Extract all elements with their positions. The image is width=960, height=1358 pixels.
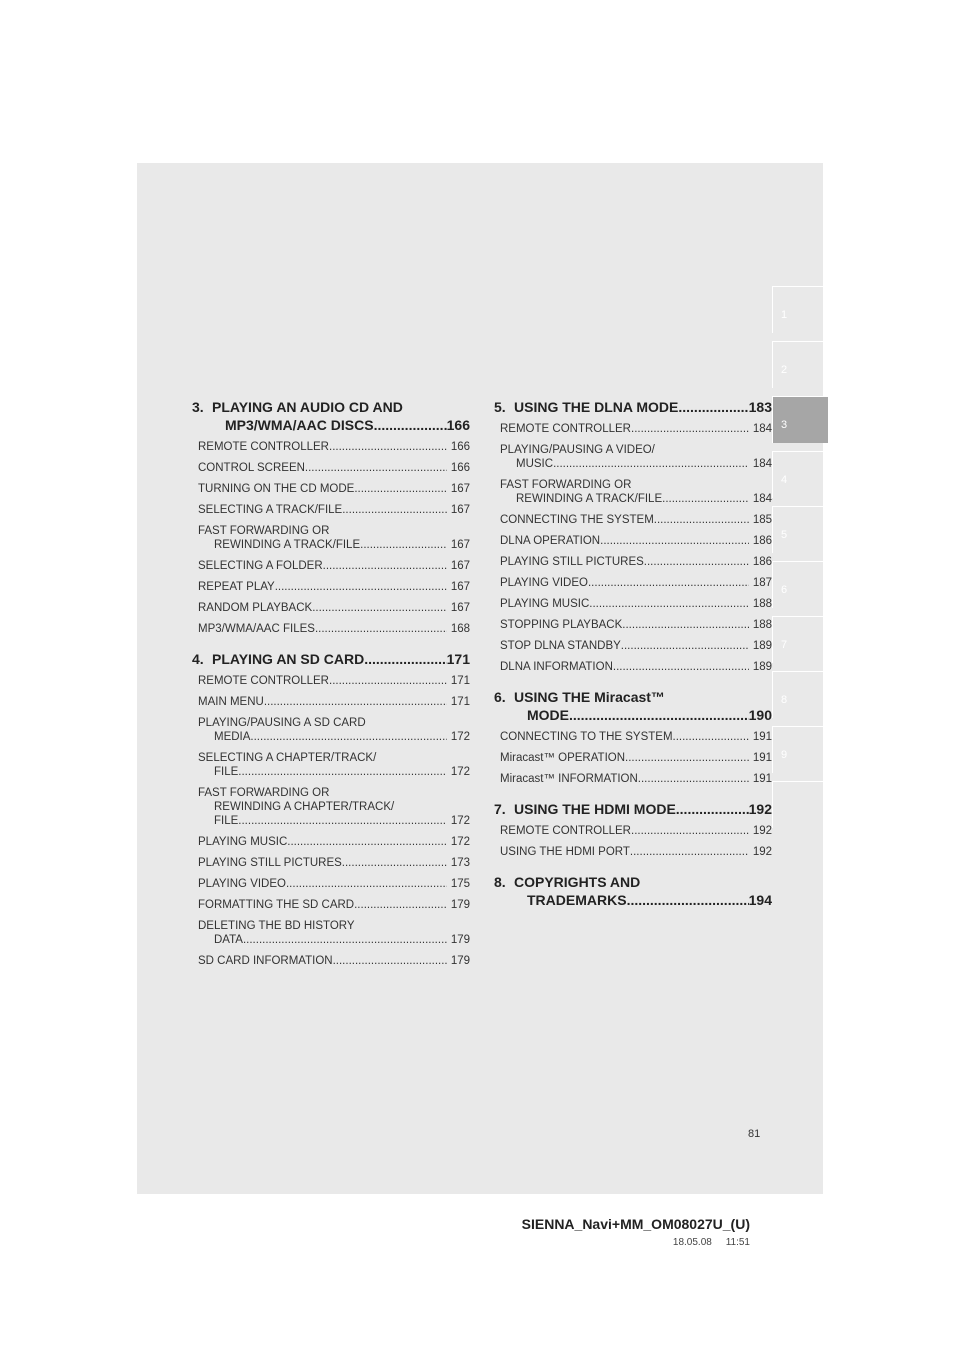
chapter-tab-2[interactable] xyxy=(772,341,823,388)
toc-item[interactable] xyxy=(494,824,772,838)
dot-leader xyxy=(678,398,748,416)
toc-item-label: STOP DLNA STANDBY xyxy=(500,640,621,652)
section-title[interactable] xyxy=(494,873,772,909)
dot-leader xyxy=(329,674,447,688)
toc-item[interactable] xyxy=(192,919,470,947)
toc-item-label: REWINDING A TRACK/FILE xyxy=(214,539,361,551)
toc-item-list xyxy=(192,440,470,636)
toc-item-page: 166 xyxy=(450,462,470,474)
section-title-line1: COPYRIGHTS AND xyxy=(514,874,641,890)
dot-leader xyxy=(329,440,447,454)
toc-item-label: PLAYING VIDEO xyxy=(198,878,286,890)
toc-item-label: SELECTING A TRACK/FILE xyxy=(198,504,343,516)
toc-item-page: 167 xyxy=(450,539,470,551)
toc-item-label: MP3/WMA/AAC FILES xyxy=(198,623,315,635)
section-number: 7. xyxy=(494,801,506,817)
toc-item[interactable] xyxy=(192,674,470,688)
dot-leader xyxy=(662,492,749,506)
toc-item-page: 188 xyxy=(752,619,772,631)
dot-leader xyxy=(323,559,447,573)
dot-leader xyxy=(631,422,749,436)
dot-leader xyxy=(312,601,447,615)
toc-item-page: 191 xyxy=(752,731,772,743)
toc-item-page: 189 xyxy=(752,661,772,673)
dot-leader xyxy=(631,824,749,838)
dot-leader xyxy=(588,576,749,590)
chapter-tab-6[interactable] xyxy=(772,561,823,608)
toc-item-page: 189 xyxy=(752,640,772,652)
toc-item[interactable] xyxy=(494,478,772,506)
toc-item[interactable] xyxy=(494,639,772,653)
toc-item-list xyxy=(494,824,772,859)
chapter-tab-label: 5 xyxy=(781,529,788,541)
toc-item-label: TURNING ON THE CD MODE xyxy=(198,483,355,495)
toc-item-label: PLAYING VIDEO xyxy=(500,577,588,589)
dot-leader xyxy=(354,482,446,496)
toc-item[interactable] xyxy=(494,660,772,674)
chapter-tab-label: 1 xyxy=(781,309,788,321)
section-number: 8. xyxy=(494,874,506,890)
dot-leader xyxy=(264,695,447,709)
toc-item[interactable] xyxy=(494,772,772,786)
section-title-line2: TRADEMARKS xyxy=(527,892,627,908)
toc-item-page: 179 xyxy=(450,899,470,911)
dot-leader xyxy=(238,765,447,779)
toc-item-label: FILE xyxy=(214,815,239,827)
dot-leader xyxy=(569,706,749,724)
dot-leader xyxy=(364,650,446,668)
toc-item-page: 168 xyxy=(450,623,470,635)
dot-leader xyxy=(673,730,749,744)
toc-item-page: 172 xyxy=(450,766,470,778)
section-title-line1: PLAYING AN SD CARD xyxy=(212,651,365,667)
chapter-tab-8[interactable] xyxy=(772,671,823,718)
toc-item[interactable] xyxy=(494,513,772,527)
toc-item[interactable] xyxy=(192,877,470,891)
toc-item-label: PLAYING/PAUSING A SD CARD xyxy=(198,717,366,729)
toc-item-label: MUSIC xyxy=(516,458,554,470)
toc-item-page: 186 xyxy=(752,556,772,568)
toc-item-page: 167 xyxy=(450,504,470,516)
section-title-line2: MODE xyxy=(527,707,569,723)
toc-item[interactable] xyxy=(192,461,470,475)
dot-leader xyxy=(654,513,749,527)
toc-item-label: REWINDING A CHAPTER/TRACK/ xyxy=(214,801,395,813)
dot-leader xyxy=(333,954,447,968)
toc-item[interactable] xyxy=(192,954,470,968)
dot-leader xyxy=(622,618,749,632)
toc-section xyxy=(494,873,772,909)
toc-item-label: Miracast™ INFORMATION xyxy=(500,773,638,785)
toc-column-left xyxy=(192,398,470,982)
chapter-tab-label: 7 xyxy=(781,639,788,651)
toc-item-page: 185 xyxy=(752,514,772,526)
toc-section xyxy=(494,800,772,859)
dot-leader xyxy=(644,555,749,569)
dot-leader xyxy=(630,845,749,859)
section-page: 166 xyxy=(446,417,470,433)
chapter-tab-label: 9 xyxy=(781,749,788,761)
toc-item-page: 188 xyxy=(752,598,772,610)
toc-item-page: 167 xyxy=(450,483,470,495)
toc-item-page: 167 xyxy=(450,560,470,572)
dot-leader xyxy=(360,538,447,552)
chapter-tab-7[interactable] xyxy=(772,616,823,663)
chapter-tab-1[interactable] xyxy=(772,286,823,333)
toc-item[interactable] xyxy=(494,534,772,548)
toc-item-page: 172 xyxy=(450,815,470,827)
toc-item[interactable] xyxy=(192,482,470,496)
toc-item-page: 191 xyxy=(752,773,772,785)
toc-item-label: STOPPING PLAYBACK xyxy=(500,619,623,631)
toc-item-page: 184 xyxy=(752,458,772,470)
dot-leader xyxy=(627,891,749,909)
toc-item-page: 184 xyxy=(752,493,772,505)
dot-leader xyxy=(315,622,447,636)
toc-section xyxy=(192,398,470,636)
dot-leader xyxy=(638,772,749,786)
section-number: 5. xyxy=(494,399,506,415)
toc-item-label: REWINDING A TRACK/FILE xyxy=(516,493,663,505)
section-title[interactable] xyxy=(192,650,470,668)
toc-item[interactable] xyxy=(192,559,470,573)
toc-item-label: REMOTE CONTROLLER xyxy=(198,441,329,453)
toc-item-page: 167 xyxy=(450,581,470,593)
toc-column-right xyxy=(494,398,772,923)
toc-item-page: 186 xyxy=(752,535,772,547)
toc-item[interactable] xyxy=(494,845,772,859)
section-page: 183 xyxy=(748,399,772,415)
section-title-line1: USING THE HDMI MODE xyxy=(514,801,676,817)
chapter-tab-3[interactable] xyxy=(772,396,828,443)
toc-item-page: 175 xyxy=(450,878,470,890)
dot-leader xyxy=(553,457,749,471)
toc-item-page: 173 xyxy=(450,857,470,869)
dot-leader xyxy=(600,534,749,548)
toc-item-label: PLAYING STILL PICTURES xyxy=(198,857,342,869)
toc-item[interactable] xyxy=(192,524,470,552)
toc-section xyxy=(494,688,772,786)
toc-item-page: 172 xyxy=(450,836,470,848)
section-page: 192 xyxy=(748,801,772,817)
dot-leader xyxy=(275,580,447,594)
toc-item-label: DLNA INFORMATION xyxy=(500,661,613,673)
toc-item[interactable] xyxy=(494,422,772,436)
toc-item-label: SELECTING A CHAPTER/TRACK/ xyxy=(198,752,377,764)
toc-item-label: PLAYING MUSIC xyxy=(500,598,590,610)
dot-leader xyxy=(374,416,447,434)
section-page: 171 xyxy=(446,651,470,667)
toc-item-page: 167 xyxy=(450,602,470,614)
toc-item-list xyxy=(494,730,772,786)
toc-item[interactable] xyxy=(192,695,470,709)
toc-item-page: 184 xyxy=(752,423,772,435)
toc-item[interactable] xyxy=(192,716,470,744)
section-title[interactable] xyxy=(494,398,772,416)
chapter-tab-label: 3 xyxy=(781,419,788,431)
toc-item-label: DATA xyxy=(214,934,243,946)
section-number: 4. xyxy=(192,651,204,667)
toc-item[interactable] xyxy=(494,443,772,471)
toc-item[interactable] xyxy=(192,751,470,779)
toc-item[interactable] xyxy=(192,622,470,636)
section-number: 6. xyxy=(494,689,506,705)
dot-leader xyxy=(238,814,447,828)
section-number: 3. xyxy=(192,399,204,415)
toc-item[interactable] xyxy=(192,440,470,454)
toc-item-label: FORMATTING THE SD CARD xyxy=(198,899,355,911)
toc-item[interactable] xyxy=(494,730,772,744)
dot-leader xyxy=(342,856,447,870)
toc-item[interactable] xyxy=(192,898,470,912)
toc-item[interactable] xyxy=(494,597,772,611)
toc-item-label: CONNECTING TO THE SYSTEM xyxy=(500,731,673,743)
toc-item-label: CONNECTING THE SYSTEM xyxy=(500,514,654,526)
toc-item-page: 187 xyxy=(752,577,772,589)
toc-item-page: 166 xyxy=(450,441,470,453)
dot-leader xyxy=(243,933,447,947)
toc-item[interactable] xyxy=(192,786,470,828)
dot-leader xyxy=(250,730,446,744)
toc-item-label: FAST FORWARDING OR xyxy=(500,479,632,491)
toc-item-page: 192 xyxy=(752,846,772,858)
toc-item-label: PLAYING MUSIC xyxy=(198,836,288,848)
dot-leader xyxy=(286,877,447,891)
toc-item-label: FILE xyxy=(214,766,239,778)
toc-item-label: DELETING THE BD HISTORY xyxy=(198,920,355,932)
toc-item-label: RANDOM PLAYBACK xyxy=(198,602,313,614)
toc-item-label: DLNA OPERATION xyxy=(500,535,601,547)
toc-item-list xyxy=(494,422,772,674)
toc-item-page: 191 xyxy=(752,752,772,764)
toc-item-label: REMOTE CONTROLLER xyxy=(198,675,329,687)
dot-leader xyxy=(625,751,749,765)
section-title-line1: USING THE DLNA MODE xyxy=(514,399,679,415)
dot-leader xyxy=(613,660,749,674)
chapter-tab-label: 4 xyxy=(781,474,788,486)
section-page: 190 xyxy=(748,707,772,723)
toc-item-page: 179 xyxy=(450,934,470,946)
toc-item[interactable] xyxy=(494,618,772,632)
toc-item-list xyxy=(192,674,470,968)
toc-item[interactable] xyxy=(494,751,772,765)
section-title[interactable] xyxy=(192,398,470,434)
toc-item[interactable] xyxy=(494,555,772,569)
chapter-tab-blank[interactable] xyxy=(772,781,823,828)
dot-leader xyxy=(305,461,447,475)
toc-item[interactable] xyxy=(192,503,470,517)
chapter-tab-label: 6 xyxy=(781,584,788,596)
dot-leader xyxy=(342,503,447,517)
toc-item-label: PLAYING STILL PICTURES xyxy=(500,556,644,568)
toc-item-label: CONTROL SCREEN xyxy=(198,462,305,474)
dot-leader xyxy=(287,835,447,849)
toc-item-page: 171 xyxy=(450,696,470,708)
dot-leader xyxy=(676,800,749,818)
section-title-line2: MP3/WMA/AAC DISCS xyxy=(225,417,374,433)
toc-section xyxy=(192,650,470,968)
section-title-line1: USING THE Miracast™ xyxy=(514,689,665,705)
toc-item-label: MEDIA xyxy=(214,731,251,743)
toc-item-label: FAST FORWARDING OR xyxy=(198,525,330,537)
dot-leader xyxy=(589,597,749,611)
page-number: 81 xyxy=(748,1128,761,1140)
toc-item-page: 179 xyxy=(450,955,470,967)
chapter-tab-5[interactable] xyxy=(772,506,823,553)
toc-item-label: Miracast™ OPERATION xyxy=(500,752,626,764)
chapter-tab-4[interactable] xyxy=(772,451,823,498)
dot-leader xyxy=(621,639,749,653)
dot-leader xyxy=(354,898,447,912)
toc-item-label: REMOTE CONTROLLER xyxy=(500,423,631,435)
chapter-tab-label: 2 xyxy=(781,364,788,376)
toc-item-page: 171 xyxy=(450,675,470,687)
toc-item-label: SD CARD INFORMATION xyxy=(198,955,333,967)
toc-item[interactable] xyxy=(192,835,470,849)
document-code: SIENNA_Navi+MM_OM08027U_(U) xyxy=(521,1216,750,1232)
toc-item-page: 192 xyxy=(752,825,772,837)
toc-item-label: USING THE HDMI PORT xyxy=(500,846,630,858)
toc-item-label: FAST FORWARDING OR xyxy=(198,787,330,799)
toc-item[interactable] xyxy=(192,856,470,870)
toc-item-label: PLAYING/PAUSING A VIDEO/ xyxy=(500,444,655,456)
section-title[interactable] xyxy=(494,800,772,818)
toc-item-label: SELECTING A FOLDER xyxy=(198,560,323,572)
print-timestamp: 18.05.08 11:51 xyxy=(672,1237,750,1248)
toc-item-label: REMOTE CONTROLLER xyxy=(500,825,631,837)
section-page: 194 xyxy=(748,892,772,908)
toc-item-page: 172 xyxy=(450,731,470,743)
toc-item[interactable] xyxy=(192,601,470,615)
toc-item-label: REPEAT PLAY xyxy=(198,581,275,593)
section-title[interactable] xyxy=(494,688,772,724)
toc-section xyxy=(494,398,772,674)
toc-item[interactable] xyxy=(192,580,470,594)
toc-item-label: MAIN MENU xyxy=(198,696,264,708)
toc-item[interactable] xyxy=(494,576,772,590)
chapter-tab-label: 8 xyxy=(781,694,788,706)
chapter-tab-9[interactable] xyxy=(772,726,823,773)
section-title-line1: PLAYING AN AUDIO CD AND xyxy=(212,399,403,415)
